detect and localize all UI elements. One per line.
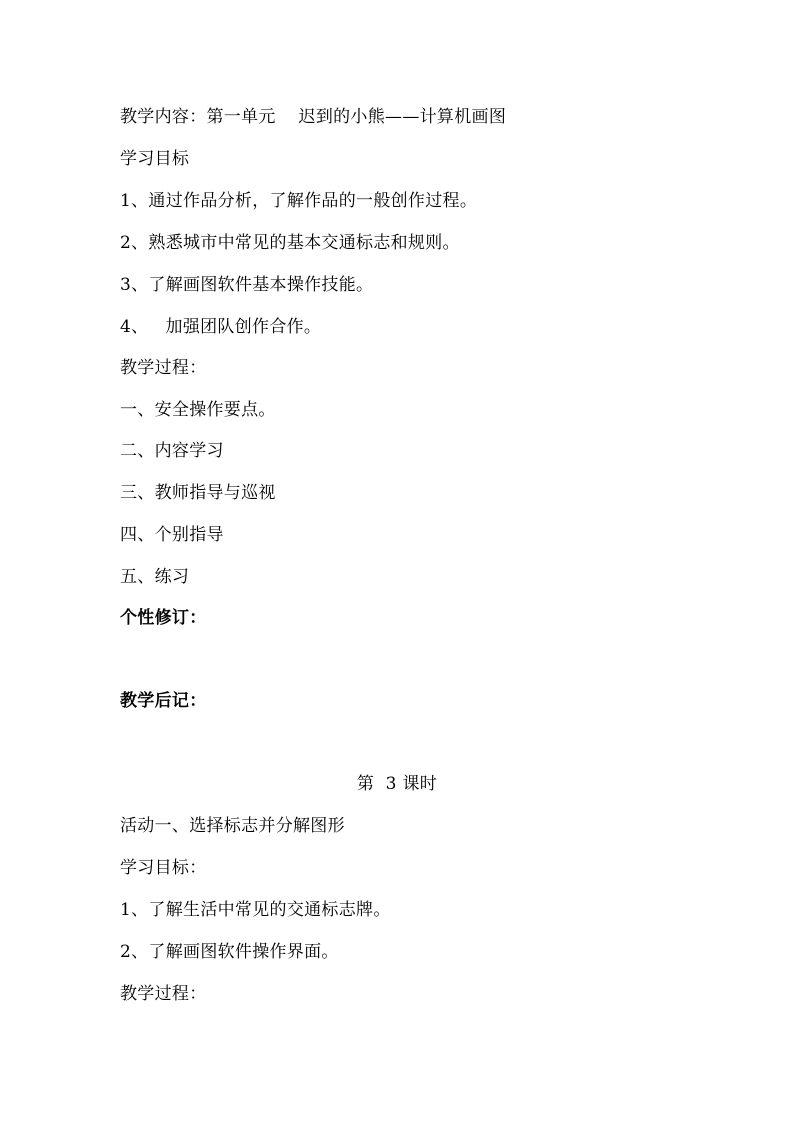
objective-item-4: 4、 加强团队创作合作。 [120,317,322,337]
process-step-2: 二、内容学习 [120,441,224,461]
objective-item-6: 2、了解画图软件操作界面。 [120,942,339,962]
teaching-process-heading-2: 教学过程： [120,984,207,1004]
objective-item-3: 3、了解画图软件基本操作技能。 [120,275,374,295]
process-step-1: 一、安全操作要点。 [120,400,276,420]
teaching-process-heading: 教学过程： [120,358,207,378]
process-step-4: 四、个别指导 [120,525,224,545]
teaching-notes-heading: 教学后记： [120,691,207,711]
learning-objectives-heading-2: 学习目标： [120,858,207,878]
personal-revision-heading: 个性修订： [120,608,207,628]
process-step-5: 五、练习 [120,567,190,587]
learning-objectives-heading: 学习目标 [120,149,190,169]
lesson-number-heading: 第 3 课时 [356,774,438,794]
process-step-3: 三、教师指导与巡视 [120,483,276,503]
objective-item-1: 1、通过作品分析，了解作品的一般创作过程。 [120,191,478,211]
lesson-content-line: 教学内容：第一单元 迟到的小熊——计算机画图 [120,107,507,127]
objective-item-2: 2、熟悉城市中常见的基本交通标志和规则。 [120,233,460,253]
activity-title: 活动一、选择标志并分解图形 [120,816,345,836]
objective-item-5: 1、了解生活中常见的交通标志牌。 [120,900,391,920]
